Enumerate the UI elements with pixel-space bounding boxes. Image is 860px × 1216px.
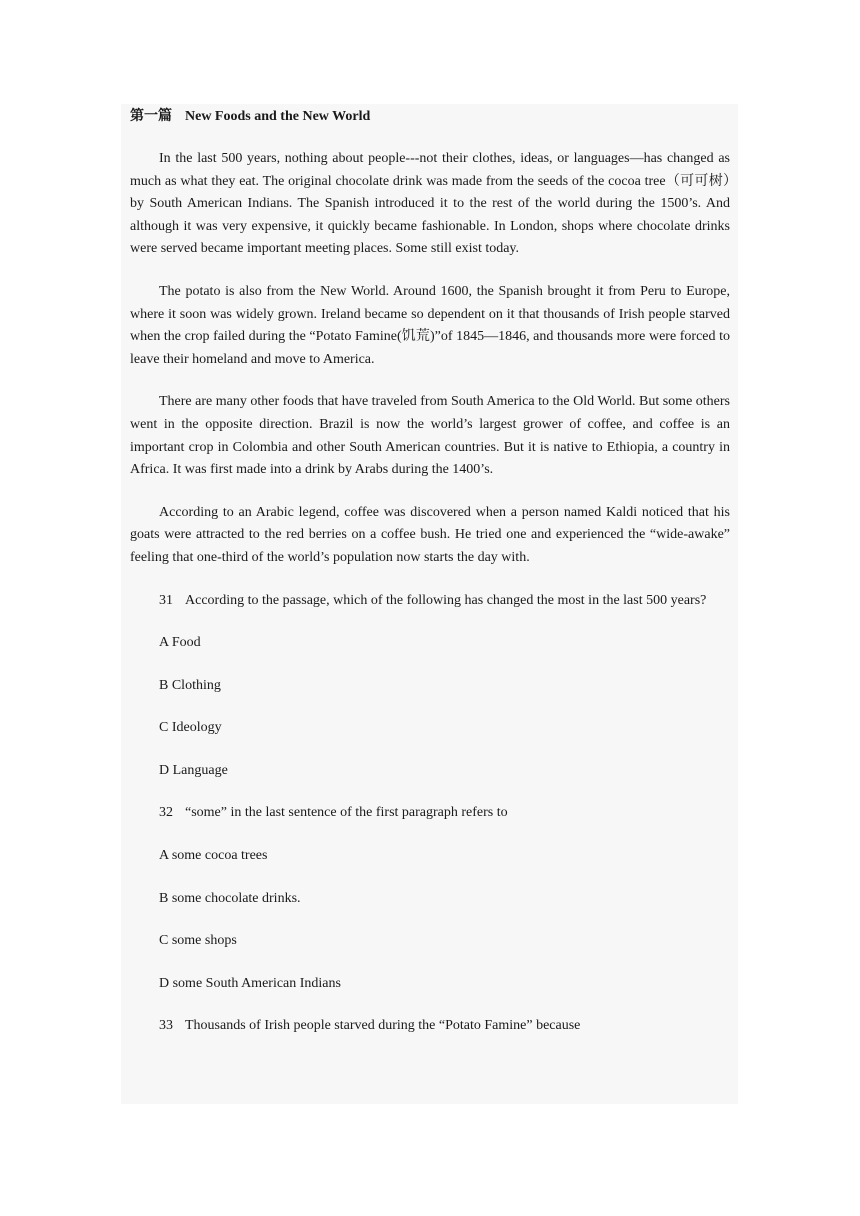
passage-paragraph-4: According to an Arabic legend, coffee was discovered when a person named Kaldi noticed that his goats were attracted to the red berries on a coffee bush. He tried one and experienced the “wide-awake” feeling that one-third of the world’s population now starts the day with.	[130, 504, 730, 565]
question-text: According to the passage, which of the following has changed the most in the last 500 years?	[185, 592, 707, 608]
document-content	[130, 104, 730, 1058]
question-text: “some” in the last sentence of the first paragraph refers to	[185, 805, 508, 821]
question-32	[130, 802, 730, 825]
option-31-b: B Clothing	[159, 677, 221, 693]
option-32-a: A some cocoa trees	[159, 848, 268, 864]
passage-paragraph-3: There are many other foods that have traveled from South America to the Old World. But some others went in the opposite direction. Brazil is now the world’s largest grower of coffee, and coffee is an important crop in Colombia and other South American countries. But it is native to Ethiopia, a country in Africa. It was first made into a drink by Arabs during the 1400’s.	[130, 394, 730, 478]
option-31-d: D Language	[159, 762, 228, 778]
option-32-b: B some chocolate drinks.	[159, 890, 301, 906]
option-32-c: C some shops	[159, 933, 237, 949]
question-number: 32	[159, 805, 173, 821]
question-33	[130, 1015, 730, 1038]
question-number: 31	[159, 592, 173, 608]
question-number: 33	[159, 1018, 173, 1034]
question-text: Thousands of Irish people starved during the “Potato Famine” because	[185, 1018, 581, 1034]
section-label: 第一篇	[130, 109, 172, 124]
option-32-d: D some South American Indians	[159, 975, 341, 991]
option-31-c: C Ideology	[159, 720, 222, 736]
question-31	[130, 590, 730, 613]
option-31-a: A Food	[159, 635, 201, 651]
passage-paragraph-1: In the last 500 years, nothing about people---not their clothes, ideas, or languages—has changed as much as what they eat. The original chocolate drink was made from the seeds of the cocoa tree（可可树）by South American Indians. The Spanish introduced it to the rest of the world during the 1500’s. And although it was very expensive, it quickly became fashionable. In London, shops where chocolate drinks were served became important meeting places. Some still exist today.	[130, 151, 730, 257]
document-title	[130, 106, 730, 128]
title-heading: New Foods and the New World	[185, 109, 371, 124]
passage-paragraph-2: The potato is also from the New World. Around 1600, the Spanish brought it from Peru to Europe, where it soon was widely grown. Ireland became so dependent on it that thousands of Irish people starved when the crop failed during the “Potato Famine(饥荒)”of 1845—1846, and thousands more were forced to leave their homeland and move to America.	[130, 283, 730, 367]
